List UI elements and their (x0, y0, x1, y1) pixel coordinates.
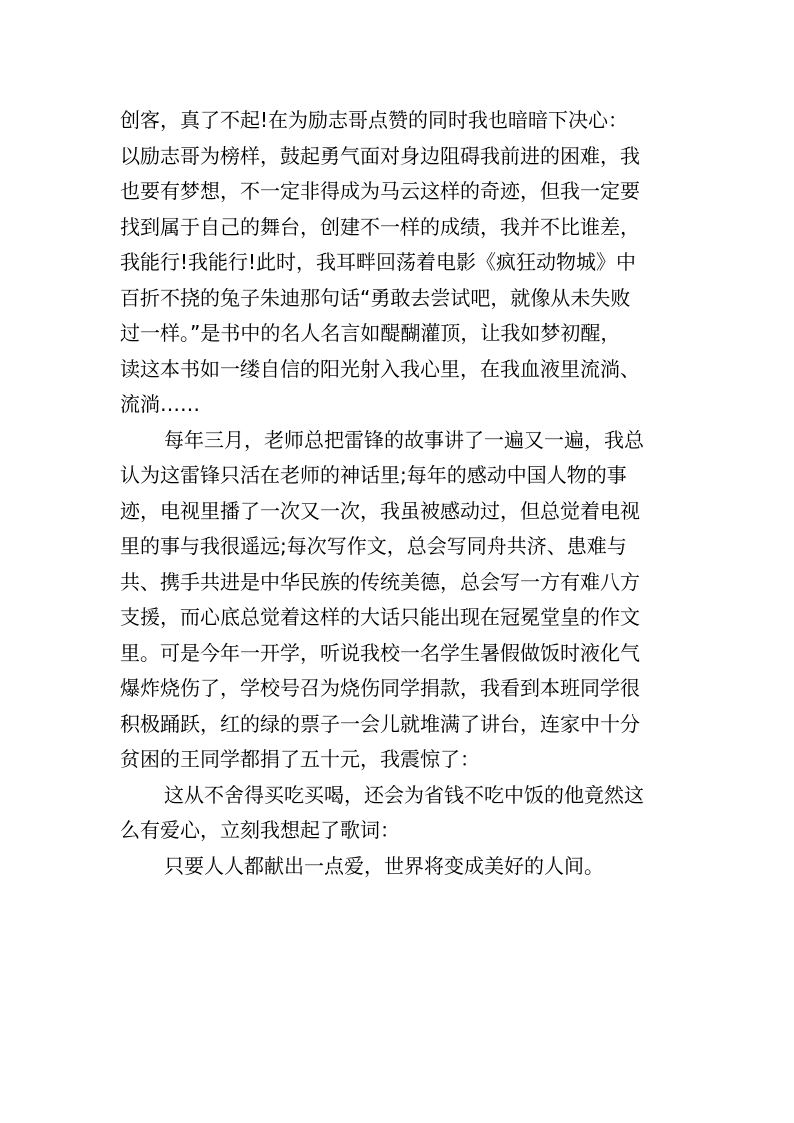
text-line: 找到属于自己的舞台，创建不一样的成绩，我并不比谁差， (120, 214, 640, 239)
text-line: 百折不挠的兔子朱迪那句话“勇敢去尝试吧，就像从未失败 (120, 285, 631, 310)
text-line: 流淌…… (120, 392, 200, 416)
text-line: 读这本书如一缕自信的阳光射入我心里，在我血液里流淌、 (120, 356, 640, 381)
paragraph-start-line: 这从不舍得买吃买喝，还会为省钱不吃中饭的他竟然这 (164, 782, 644, 807)
text-line: 爆炸烧伤了，学校号召为烧伤同学捐款，我看到本班同学很 (120, 676, 640, 700)
text-line: 迹，电视里播了一次又一次，我虽被感动过，但总觉着电视 (120, 498, 640, 523)
text-line: 过一样。”是书中的名人名言如醍醐灌顶，让我如梦初醒， (120, 321, 621, 345)
text-line: 共、携手共进是中华民族的传统美德，总会写一方有难八方 (120, 569, 640, 594)
text-line: 积极踊跃，红的绿的票子一会儿就堆满了讲台，连家中十分 (120, 711, 640, 736)
text-line: 支援，而心底总觉着这样的大话只能出现在冠冕堂皇的作文 (120, 605, 640, 629)
text-line: 也要有梦想，不一定非得成为马云这样的奇迹，但我一定要 (120, 179, 640, 203)
text-line: 么有爱心，立刻我想起了歌词： (120, 818, 400, 842)
paragraph-start-line: 每年三月，老师总把雷锋的故事讲了一遍又一遍，我总 (164, 427, 644, 452)
text-line: 以励志哥为榜样，鼓起勇气面对身边阻碍我前进的困难，我 (120, 143, 640, 168)
document-body (120, 103, 685, 884)
text-line: 里。可是今年一开学，听说我校一名学生暑假做饭时液化气 (120, 640, 640, 665)
text-line: 我能行!我能行!此时，我耳畔回荡着电影《疯狂动物城》中 (120, 250, 637, 274)
text-line: 创客，真了不起!在为励志哥点赞的同时我也暗暗下决心： (120, 108, 629, 132)
text-line: 贫困的王同学都捐了五十元，我震惊了： (120, 747, 480, 771)
text-line: 里的事与我很遥远;每次写作文，总会写同舟共济、患难与 (120, 534, 627, 558)
text-line: 认为这雷锋只活在老师的神话里;每年的感动中国人物的事 (120, 463, 627, 487)
paragraph-start-line: 只要人人都献出一点爱，世界将变成美好的人间。 (164, 853, 604, 878)
